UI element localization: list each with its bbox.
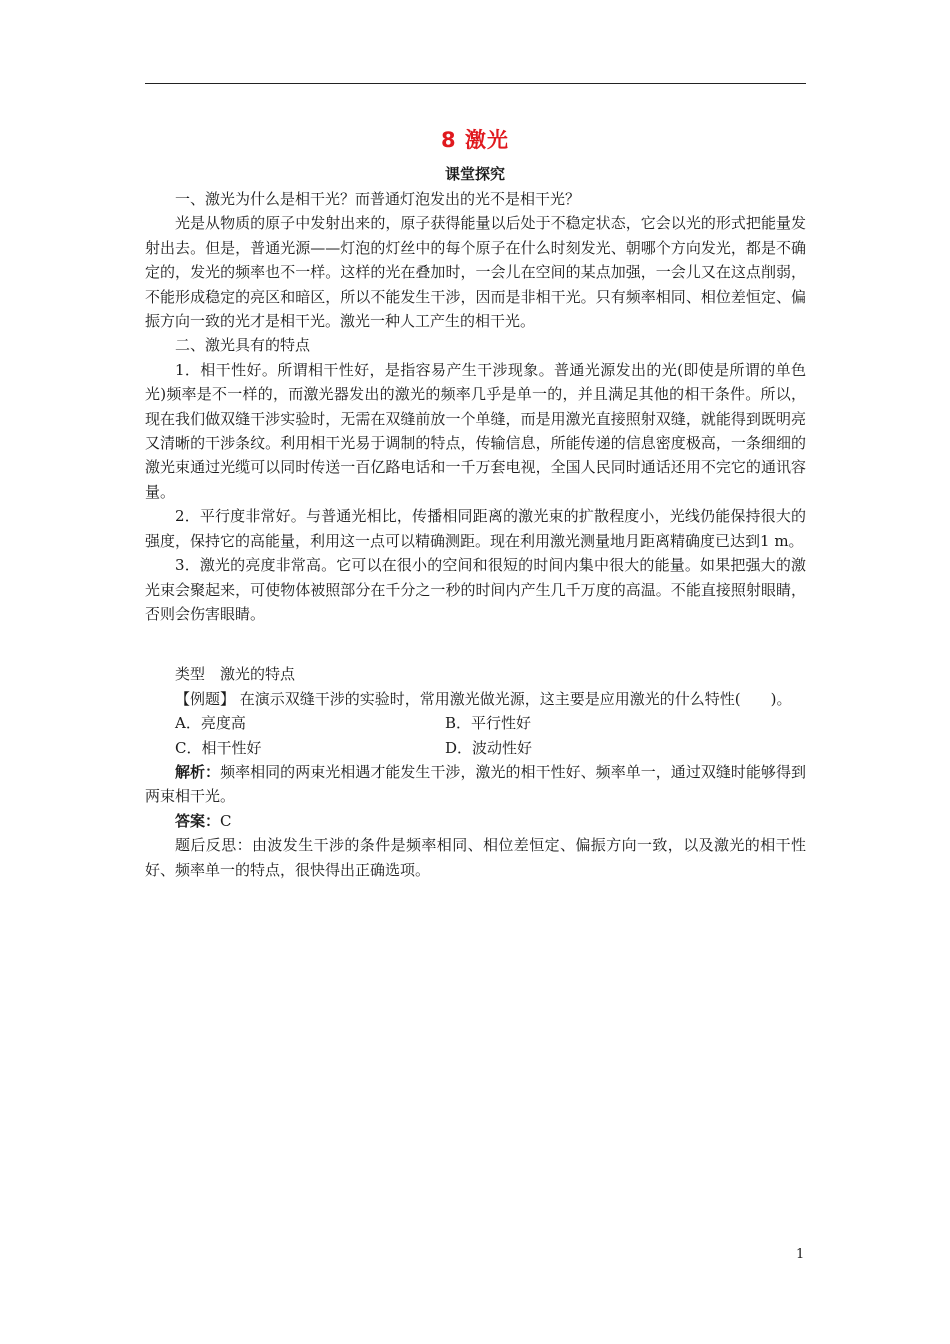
spacer: [145, 626, 806, 662]
page-number: 1: [796, 1247, 805, 1262]
feature-item-1: 1．相干性好。所谓相干性好，是指容易产生干涉现象。普通光源发出的光(即使是所谓的单色光)频率是不一样的，而激光器发出的激光的频率几乎是单一的，并且满足其他的相干条件。所以，现在我们做双缝干涉实验时，无需在双缝前放一个单缝，而是用激光直接照射双缝，就能得到既明亮又清晰的干涉条纹。利用相干光易于调制的特点，传输信息，所能传递的信息密度极高，一条细细的激光束通过光缆可以同时传送一百亿路电话和一千万套电视，全国人民同时通话还用不完它的通讯容量。: [145, 360, 806, 501]
body-content: [145, 187, 806, 882]
analysis-label: 解析：: [175, 762, 221, 781]
option-b: B．平行性好: [445, 714, 532, 733]
feature-item-3: 3．激光的亮度非常高。它可以在很小的空间和很短的时间内集中很大的能量。如果把强大的激光束会聚起来，可使物体被照部分在千分之一秒的时间内产生几千万度的高温。不能直接照射眼睛，否则会伤害眼睛。: [145, 556, 806, 623]
analysis-text: 频率相同的两束光相遇才能发生干涉，激光的相干性好、频率单一，通过双缝时能够得到两束相干光。: [145, 762, 806, 806]
section1-heading: 一、激光为什么是相干光？而普通灯泡发出的光不是相干光？: [175, 190, 581, 208]
option-d: D．波动性好: [445, 738, 533, 757]
answer-options: [145, 711, 806, 760]
example-type-line: 类型 激光的特点: [175, 665, 296, 684]
section1-body: 光是从物质的原子中发射出来的，原子获得能量以后处于不稳定状态，它会以光的形式把能量发射出去。但是，普通光源——灯泡的灯丝中的每个原子在什么时刻发光、朝哪个方向发光，都是不确定的，发光的频率也不一样。这样的光在叠加时，一会儿在空间的某点加强，一会儿又在这点削弱，不能形成稳定的亮区和暗区，所以不能发生干涉，因而是非相干光。只有频率相同、相位差恒定、偏振方向一致的光才是相干光。激光一种人工产生的相干光。: [145, 214, 806, 331]
reflection: 题后反思：由波发生干涉的条件是频率相同、相位差恒定、偏振方向一致，以及激光的相干性好、频率单一的特点，很快得出正确选项。: [145, 836, 806, 879]
feature-item-2: 2．平行度非常好。与普通光相比，传播相同距离的激光束的扩散程度小，光线仍能保持很大的强度，保持它的高能量，利用这一点可以精确测距。现在利用激光测量地月距离精确度已达到1 m。: [145, 507, 806, 550]
analysis: [145, 760, 806, 809]
answer: [145, 809, 806, 833]
answer-label: 答案：: [175, 811, 221, 830]
example-question-text: 在演示双缝干涉的实验时，常用激光做光源，这主要是应用激光的什么特性( )。: [239, 689, 792, 708]
page-title: 8 激光: [441, 128, 509, 152]
answer-value: C: [220, 811, 232, 830]
header-rule: [145, 83, 806, 84]
section-subtitle: 课堂探究: [444, 165, 505, 183]
option-a: A．亮度高: [175, 714, 246, 733]
example-label: 【例题】: [175, 689, 236, 708]
section2-heading: 二、激光具有的特点: [175, 336, 311, 355]
example-question: [145, 687, 806, 711]
option-c: C．相干性好: [175, 738, 262, 757]
